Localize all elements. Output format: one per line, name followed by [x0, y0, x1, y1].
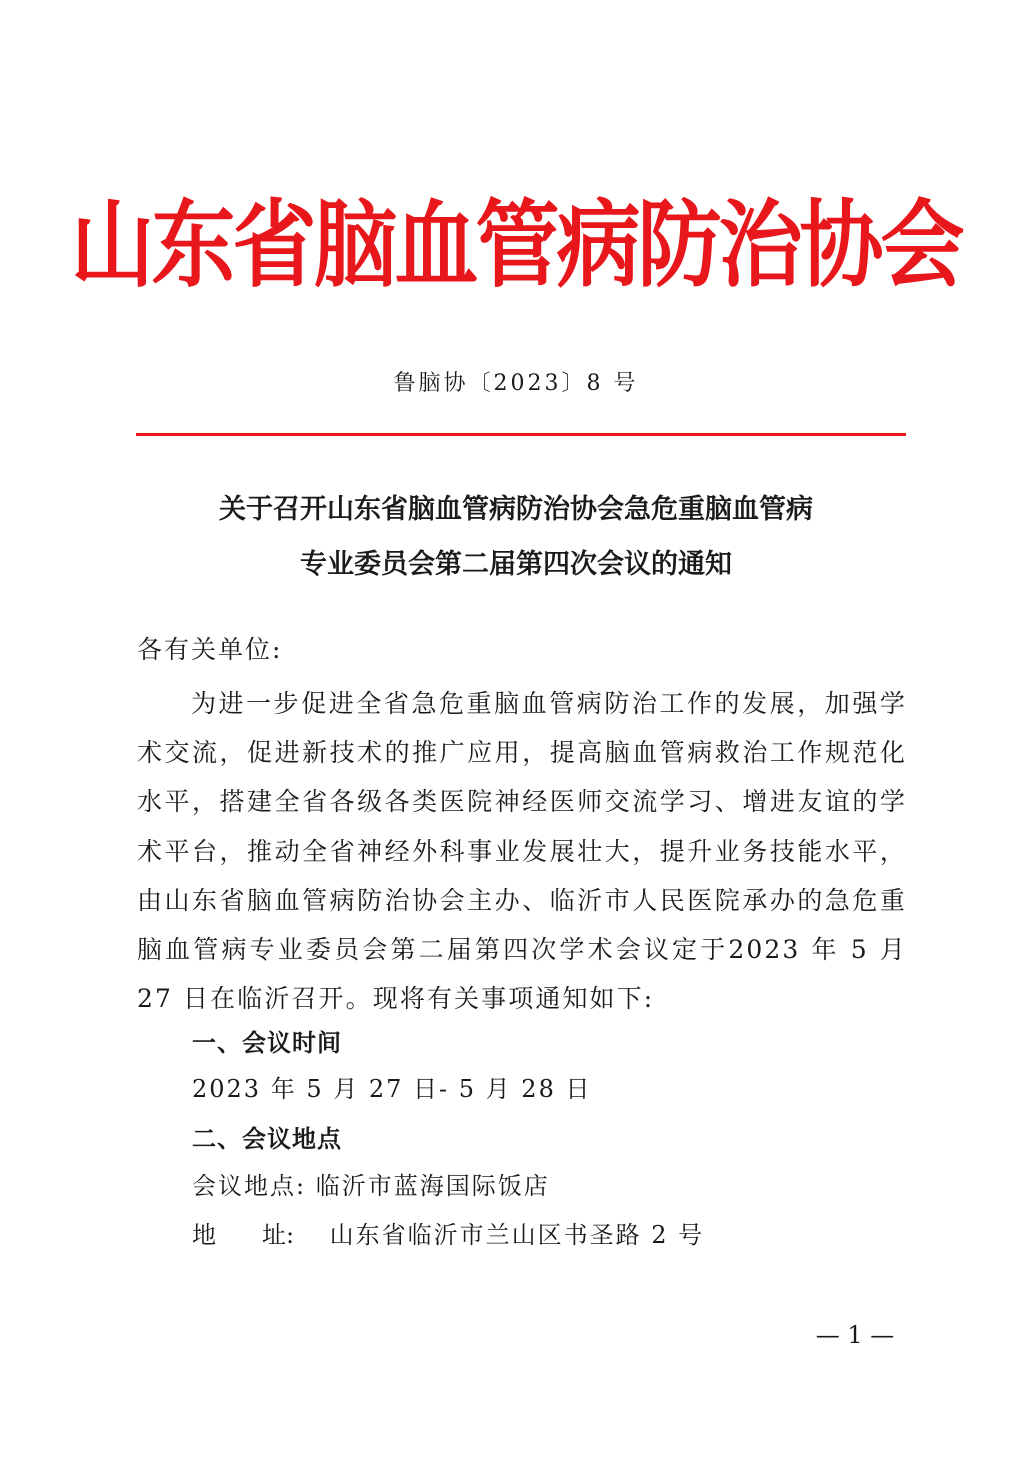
salutation: 各有关单位:	[137, 635, 283, 664]
meeting-address	[192, 1215, 704, 1255]
notice-title-line-2: 专业委员会第二届第四次会议的通知	[300, 549, 732, 580]
document-number: 鲁脑协〔2023〕8 号	[393, 371, 639, 396]
section-heading-meeting-location: 二、会议地点	[192, 1125, 342, 1153]
red-divider-line	[136, 433, 906, 436]
organization-masthead: 山东省脑血管病防治协会	[70, 189, 962, 300]
meeting-venue: 会议地点: 临沂市蓝海国际饭店	[192, 1172, 550, 1200]
page-number: — 1 —	[815, 1321, 895, 1349]
section-heading-meeting-time: 一、会议时间	[192, 1029, 342, 1057]
body-paragraph: 为进一步促进全省急危重脑血管病防治工作的发展，加强学术交流，促进新技术的推广应用，提高脑血管病救治工作规范化水平，搭建全省各级各类医院神经医师交流学习、增进友谊的学术平台，推动全省神经外科事业发展壮大，提升业务技能水平，由山东省脑血管病防治协会主办、临沂市人民医院承办的急危重脑血管病专业委员会第二届第四次学术会议定于2023 年 5 月 27 日在临沂召开。现将有关事项通知如下:	[137, 689, 907, 1014]
address-value: 山东省临沂市兰山区书圣路 2 号	[329, 1221, 705, 1249]
address-label: 地 址:	[192, 1221, 295, 1249]
meeting-date: 2023 年 5 月 27 日- 5 月 28 日	[192, 1075, 592, 1103]
notice-title-line-1: 关于召开山东省脑血管病防治协会急危重脑血管病	[219, 494, 813, 525]
